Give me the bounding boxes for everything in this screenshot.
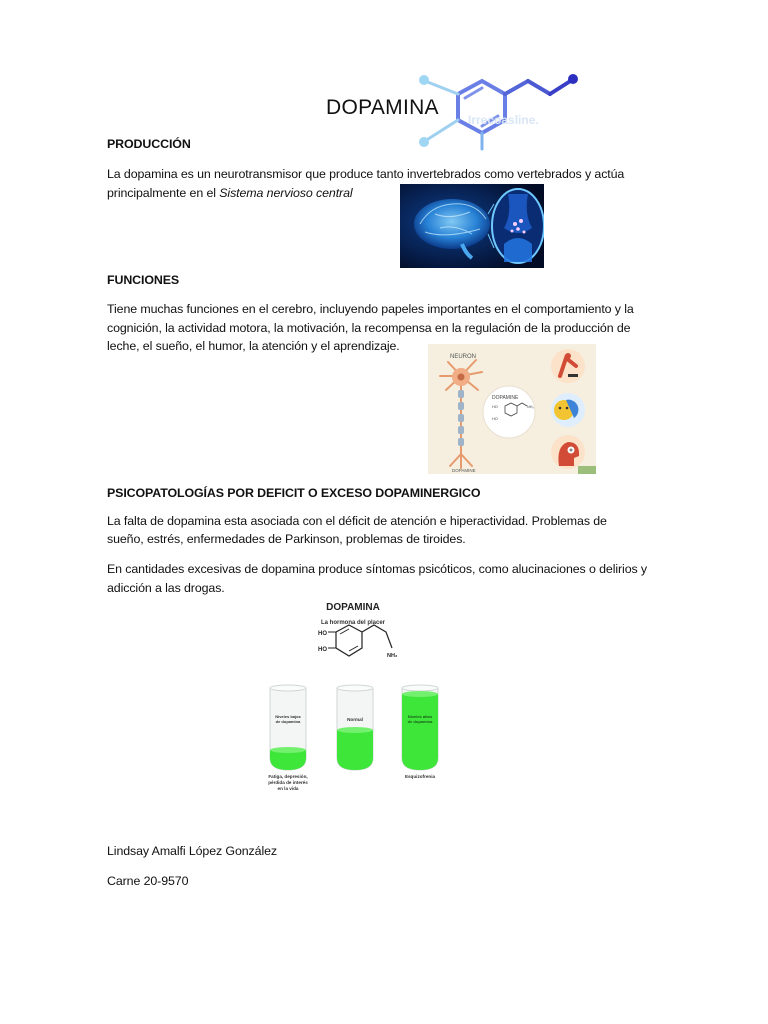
psico-p1-line-2: sueño, estrés, enfermedades de Parkinson, problemas de tiroides.	[107, 532, 466, 546]
author-name: Lindsay Amalfi López González	[107, 844, 277, 858]
document-title: DOPAMINA	[326, 96, 439, 119]
tube-high-label-2: de dopamina	[407, 719, 433, 724]
figure-title: DOPAMINA	[326, 602, 380, 613]
psico-p1-line-1: La falta de dopamina esta asociada con el déficit de atención e hiperactividad. Problemas de	[107, 514, 607, 528]
neuron-bottom-label: DOPAMINE	[452, 468, 476, 473]
caption-low-1: Fatiga, depresión,	[268, 774, 308, 779]
tubes-ho-1: HO	[318, 631, 327, 637]
produccion-line-2-italic: Sistema nervioso central	[219, 186, 353, 200]
tube-high-label-1: Niveles altos	[407, 714, 433, 719]
heading-funciones: FUNCIONES	[107, 273, 180, 287]
heading-produccion: PRODUCCIÓN	[107, 137, 191, 151]
ho-label-1: HO	[492, 405, 498, 409]
author-carne: Carne 20-9570	[107, 874, 189, 888]
figure-subtitle: La hormona del placer	[320, 620, 386, 626]
nh2-label: NH₂	[527, 405, 534, 409]
caption-low-3: en la vida	[277, 786, 299, 791]
tube-low	[270, 685, 306, 770]
watermark-text: Irrecoasline.	[468, 113, 539, 127]
produccion-line-2	[107, 184, 353, 202]
funciones-line-2: cognición, la actividad motora, la motivación, la recompensa en la regulación de la producción de	[107, 321, 631, 335]
psico-p2-line-2: adicción a las drogas.	[107, 581, 225, 595]
tube-normal	[337, 685, 373, 770]
brain-neuron-image	[400, 184, 544, 268]
tube-normal-label: Normal	[347, 717, 363, 722]
tube-low-label-1: Niveles bajos	[275, 714, 301, 719]
caption-high: Esquizofrenia	[404, 774, 436, 779]
tubes-nh2: NH₂	[387, 653, 398, 659]
tubes-ho-2: HO	[318, 647, 327, 653]
produccion-line-2-prefix: principalmente en el	[107, 186, 220, 200]
psico-p2-line-1: En cantidades excesivas de dopamina produce síntomas psicóticos, como alucinaciones o delirios y	[107, 562, 648, 576]
ho-label-2: HO	[492, 417, 498, 421]
neuron-label: NEURON	[450, 354, 477, 360]
dopamine-label: DOPAMINE	[492, 395, 519, 401]
heading-psicopatologias: PSICOPATOLOGÍAS POR DEFICIT O EXCESO DOPAMINERGICO	[107, 486, 481, 500]
tube-high	[402, 685, 438, 770]
caption-low-2: pérdida de interés	[268, 780, 308, 785]
funciones-line-1: Tiene muchas funciones en el cerebro, incluyendo papeles importantes en el comportamiento y la	[107, 302, 634, 316]
tube-low-label-2: de dopamina	[275, 719, 301, 724]
funciones-line-3: leche, el sueño, el humor, la atención y el aprendizaje.	[107, 339, 400, 353]
dopamine-levels-figure	[246, 596, 460, 808]
produccion-line-1: La dopamina es un neurotransmisor que produce tanto invertebrados como vertebrados y actúa	[107, 167, 625, 181]
neuron-dopamine-illustration	[428, 344, 596, 474]
